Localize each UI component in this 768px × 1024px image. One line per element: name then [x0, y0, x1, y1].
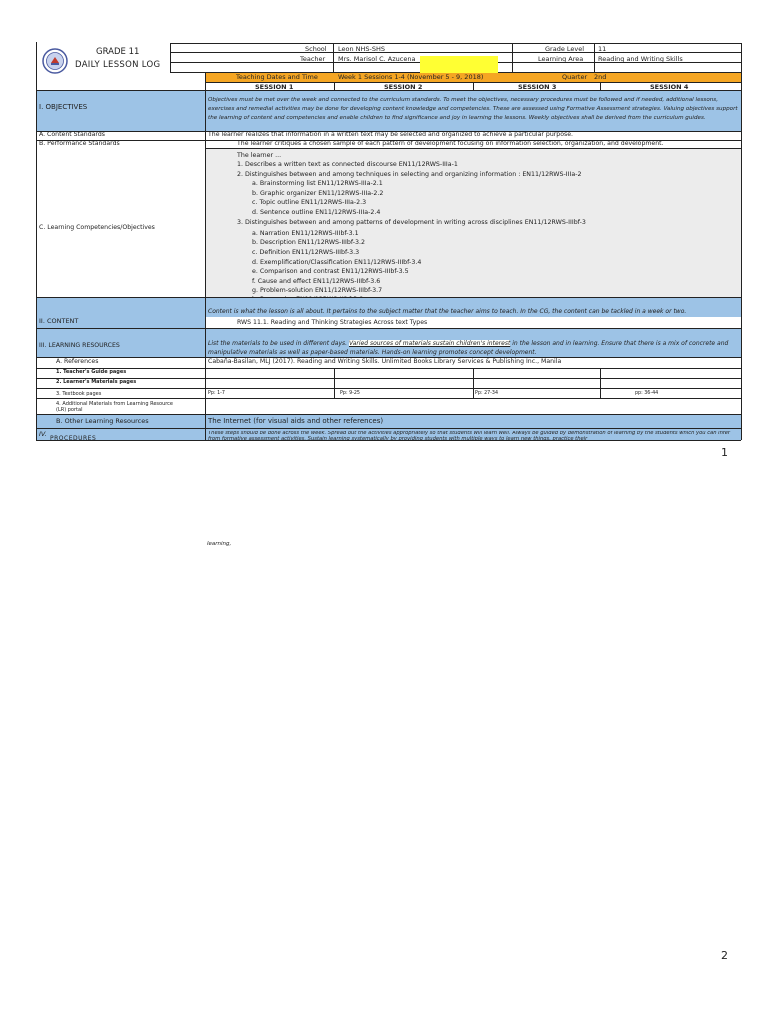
- other-resources-label: B. Other Learning Resources: [56, 417, 149, 425]
- competency-item: 1. Describes a written text as connected discourse EN11/12RWS-IIIa-1: [237, 161, 458, 168]
- competency-item: b. Description EN11/12RWS-IIIbf-3.2: [252, 239, 366, 246]
- textbook-pages-session-2: Pp: 9-25: [340, 391, 360, 396]
- references-label: A. References: [56, 358, 99, 365]
- competency-item: d. Sentence outline EN11/12RWS-IIIa-2.4: [252, 209, 381, 216]
- content-label: II. CONTENT: [39, 317, 79, 325]
- objectives-label-cell: [37, 91, 205, 131]
- competency-item: e. Comparison and contrast EN11/12RWS-IIIbf-3.5: [252, 268, 409, 275]
- objectives-label: I. OBJECTIVES: [39, 103, 88, 111]
- references-text: Cabaña-Basilan, MLJ (2017). Reading and Writing Skills. Unlimited Books Library Services & Publishing Inc., Manila: [208, 358, 562, 365]
- quarter-value: 2nd: [594, 73, 607, 81]
- procedures-overflow: learning,: [207, 541, 232, 547]
- competency-item: d. Exemplification/Classification EN11/12RWS-IIIbf-3.4: [252, 259, 422, 266]
- school-label: School: [305, 45, 327, 53]
- session-1-header: SESSION 1: [255, 83, 294, 91]
- dates-label: Teaching Dates and Time: [236, 73, 318, 81]
- competency-item: c. Definition EN11/12RWS-IIIbf-3.3: [252, 249, 360, 256]
- competency-item: b. Graphic organizer EN11/12RWS-IIIa-2.2: [252, 190, 384, 197]
- content-standards-text: The learner realizes that information in a written text may be selected and organized to achieve a particular purpose.: [208, 131, 574, 138]
- competency-item: 3. Distinguishes between and among patterns of development in writing across disciplines EN11/12RWS-IIIbf-3: [237, 219, 586, 226]
- page-number-1: 1: [721, 446, 728, 459]
- competency-item: f. Cause and effect EN11/12RWS-IIIbf-3.6: [252, 278, 381, 285]
- learning-resources-label: III. LEARNING RESOURCES: [39, 342, 120, 349]
- session-3-header: SESSION 3: [518, 83, 557, 91]
- grade-title: GRADE 11: [96, 47, 140, 57]
- competency-item: g. Problem-solution EN11/12RWS-IIIbf-3.7: [252, 287, 383, 294]
- textbook-pages-session-1: Pp: 1-7: [208, 391, 225, 396]
- teacher-value: Mrs. Marisol C. Azucena: [338, 55, 416, 63]
- daily-lesson-log-title: DAILY LESSON LOG: [75, 60, 161, 70]
- procedures-label: PROCEDURES: [50, 435, 97, 442]
- learning-area-label: Learning Area: [538, 55, 584, 63]
- competencies-label: C. Learning Competencies/Objectives: [39, 224, 155, 231]
- teacher-label: Teacher: [300, 55, 326, 63]
- content-standards-label: A. Content Standards: [39, 131, 106, 138]
- objectives-text: Objectives must be met over the week and connected to the curriculum standards. To meet the objectives, necessary procedures must be followed and if needed, additional lessons, exercises and remedial activities may be done for developing content knowledge and competencies. These are assessed using Formative Assessment strategies. Valuing objectives support the learning of content and competencies and enable children to find significance and joy in learning the lessons. Weekly objectives shall be derived from the curriculum guides.: [208, 97, 738, 122]
- textbook-pages-session-4: pp: 36-44: [635, 391, 659, 396]
- learning-resources-note: [208, 339, 738, 357]
- textbook-label: 3. Textbook pages: [56, 391, 102, 397]
- dates-value: Week 1 Sessions 1-4 (November 5 - 9, 2018): [338, 73, 484, 81]
- competencies-intro: The learner ...: [237, 152, 282, 159]
- content-note: Content is what the lesson is all about. It pertains to the subject matter that the teacher aims to teach. In the CG, the content can be tackled in a week or two.: [208, 308, 687, 315]
- grade-level-value: 11: [598, 45, 607, 53]
- additional-materials-label: 4. Additional Materials from Learning Resource (LR) portal: [56, 401, 174, 413]
- performance-standards-label: B. Performance Standards: [39, 140, 120, 147]
- learning-resources-note-start: List the materials to be used in different days.: [208, 340, 348, 347]
- content-text: RWS 11.1. Reading and Thinking Strategies Across text Types: [237, 319, 428, 326]
- learning-resources-note-highlight: Varied sources of materials sustain children's interest: [349, 340, 511, 347]
- deped-logo: [42, 48, 68, 74]
- competency-item: c. Topic outline EN11/12RWS-IIIa-2.3: [252, 199, 367, 206]
- quarter-label: Quarter: [562, 73, 588, 81]
- textbook-pages-session-3: Pp: 27-34: [475, 391, 499, 396]
- session-2-header: SESSION 2: [384, 83, 423, 91]
- teachers-guide-label: 1. Teacher's Guide pages: [56, 369, 127, 375]
- grade-level-label: Grade Level: [545, 45, 585, 53]
- competency-item: a. Brainstorming list EN11/12RWS-IIIa-2.1: [252, 180, 383, 187]
- school-value: Leon NHS-SHS: [338, 45, 386, 53]
- learning-resources-note-end: in the lesson and in learning. Ensure that there is a mix of concrete and manipulative materials as well as paper-based materials. Hands-on learning promotes concept development.: [208, 340, 729, 357]
- learning-area-value: Reading and Writing Skills: [598, 55, 683, 63]
- procedures-number: IV.: [39, 430, 47, 438]
- session-4-header: SESSION 4: [650, 83, 689, 91]
- teacher-highlight: [420, 56, 498, 74]
- competency-item: a. Narration EN11/12RWS-IIIbf-3.1: [252, 230, 359, 237]
- competency-item: 2. Distinguishes between and among techniques in selecting and organizing information : EN11/12RWS-IIIa-2: [237, 171, 582, 178]
- other-resources-text: The Internet (for visual aids and other references): [208, 417, 384, 425]
- learners-materials-label: 2. Learner's Materials pages: [56, 379, 137, 385]
- performance-standards-text: The learner critiques a chosen sample of each pattern of development focusing on information selection, organization, and development.: [237, 140, 664, 147]
- page-number-2: 2: [721, 949, 728, 962]
- procedures-text: These steps should be done across the week. Spread out the activities appropriately so that students will learn well. Always be guided by demonstration of learning by the students which you can infer from formative assessment activities. Sustain learning systematically by providing students with multiple ways to learn new things, practice their: [208, 431, 731, 442]
